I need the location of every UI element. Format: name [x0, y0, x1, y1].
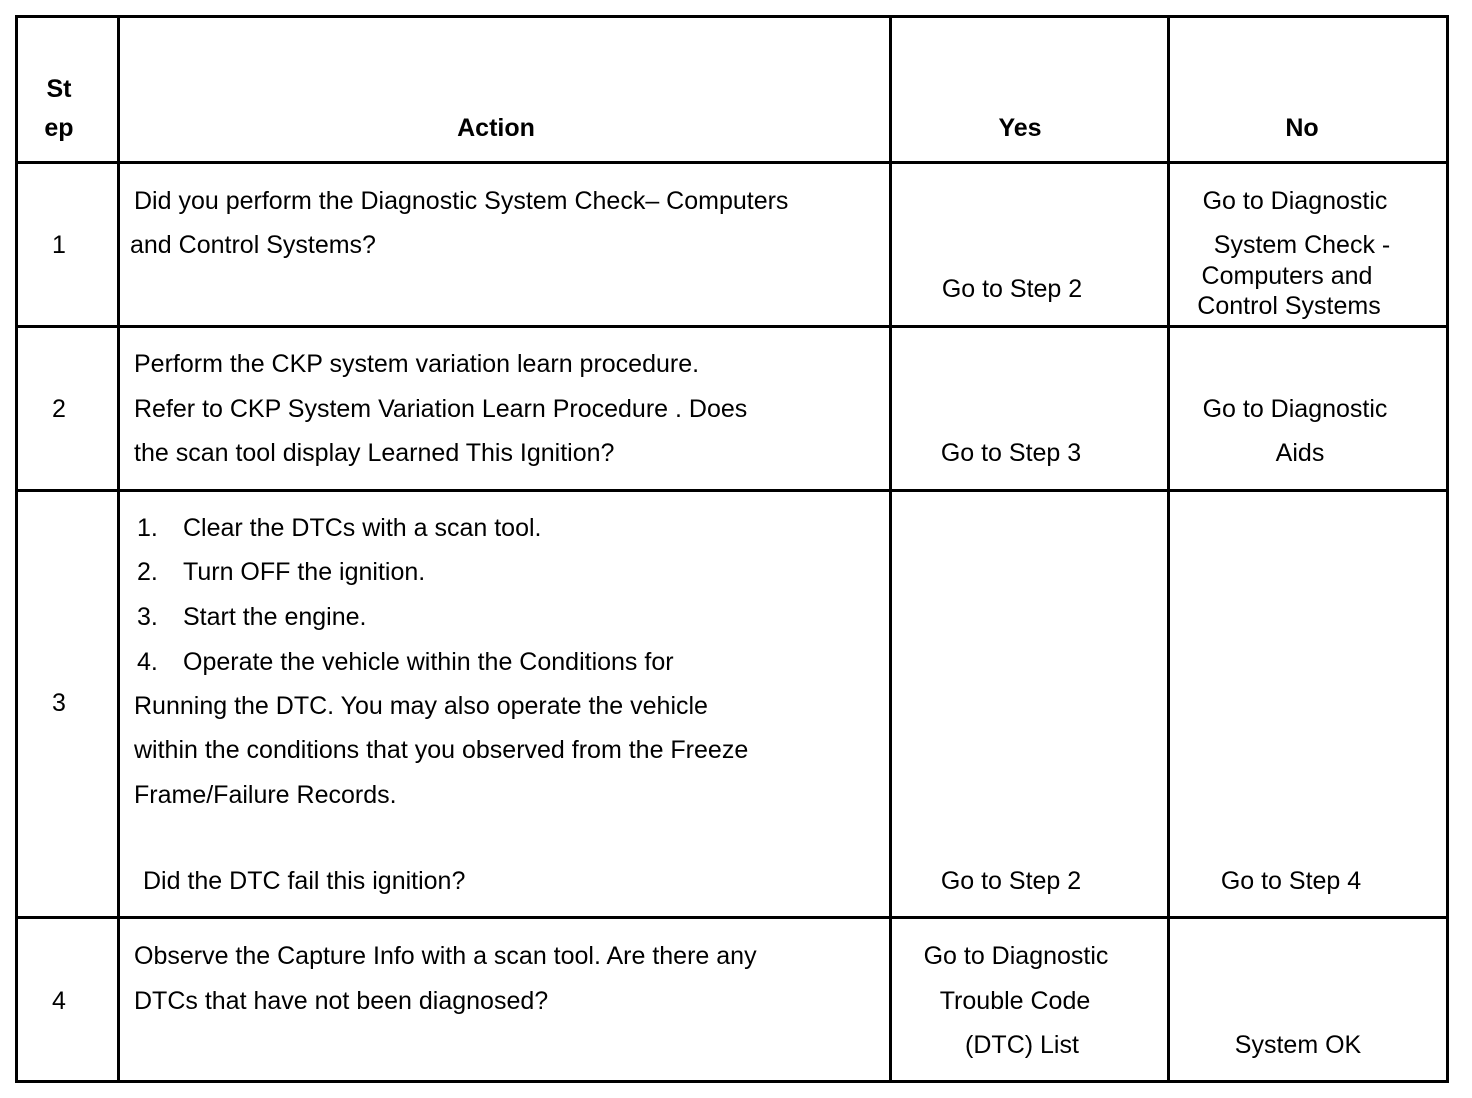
column-divider [889, 18, 892, 1080]
header-step-line1: St [46, 75, 72, 103]
action-text: Frame/Failure Records. [134, 781, 397, 809]
yes-result: Go to Step 3 [940, 439, 1082, 467]
no-result: System Check - [1213, 231, 1391, 259]
list-item: Clear the DTCs with a scan tool. [183, 514, 542, 542]
list-number: 4. [137, 648, 158, 676]
action-text: Refer to CKP System Variation Learn Procedure . Does [134, 395, 748, 423]
step-number: 1 [52, 231, 66, 259]
no-result: Go to Diagnostic [1202, 395, 1388, 423]
yes-result: Go to Step 2 [940, 867, 1082, 895]
yes-result: (DTC) List [965, 1031, 1079, 1059]
column-divider [1167, 18, 1170, 1080]
row-divider [18, 325, 1446, 328]
list-number: 1. [137, 514, 158, 542]
action-text: and Control Systems? [130, 231, 376, 259]
step-number: 2 [52, 395, 66, 423]
step-number: 3 [52, 689, 66, 717]
list-number: 3. [137, 603, 158, 631]
no-result: Control Systems [1197, 292, 1381, 320]
no-result: Go to Step 4 [1220, 867, 1362, 895]
action-text: DTCs that have not been diagnosed? [134, 987, 549, 1015]
row-divider [18, 489, 1446, 492]
row-divider [18, 161, 1446, 164]
action-text: within the conditions that you observed from the Freeze [134, 736, 749, 764]
column-divider [117, 18, 120, 1080]
header-yes: Yes [998, 114, 1042, 142]
action-text: the scan tool display Learned This Ignition? [134, 439, 615, 467]
list-number: 2. [137, 558, 158, 586]
action-question: Did the DTC fail this ignition? [143, 867, 466, 895]
header-step-line2: ep [44, 114, 74, 142]
header-action: Action [457, 114, 535, 142]
header-no: No [1285, 114, 1319, 142]
no-result: Computers and [1201, 262, 1373, 290]
diagnostic-table [15, 15, 1449, 1083]
list-item: Operate the vehicle within the Conditions for [183, 648, 674, 676]
yes-result: Trouble Code [939, 987, 1091, 1015]
action-text: Did you perform the Diagnostic System Check– Computers [134, 187, 789, 215]
yes-result: Go to Diagnostic [923, 942, 1109, 970]
action-text: Running the DTC. You may also operate the vehicle [134, 692, 708, 720]
list-item: Start the engine. [183, 603, 367, 631]
action-text: Observe the Capture Info with a scan tool. Are there any [134, 942, 757, 970]
no-result: System OK [1234, 1031, 1362, 1059]
no-result: Go to Diagnostic [1202, 187, 1388, 215]
action-text: Perform the CKP system variation learn procedure. [134, 350, 700, 378]
row-divider [18, 916, 1446, 919]
yes-result: Go to Step 2 [941, 275, 1083, 303]
step-number: 4 [52, 987, 66, 1015]
list-item: Turn OFF the ignition. [183, 558, 426, 586]
no-result: Aids [1275, 439, 1325, 467]
